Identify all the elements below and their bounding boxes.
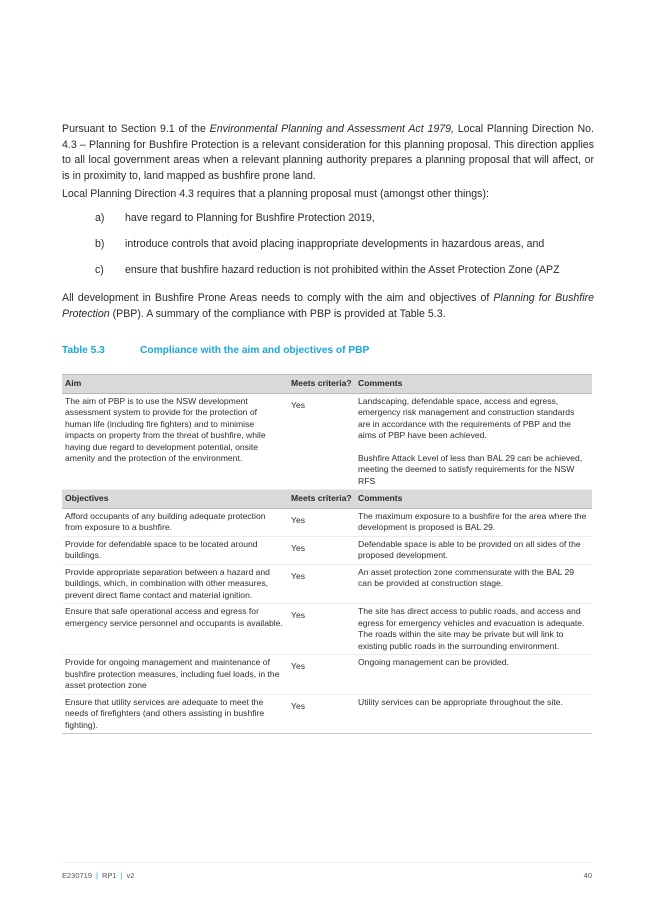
list-marker: b) xyxy=(95,238,105,250)
footer-document-reference xyxy=(62,871,134,880)
list-marker: a) xyxy=(95,212,105,224)
table-header-row xyxy=(62,490,592,509)
intro-paragraph-3 xyxy=(62,291,594,322)
column-header-comments: Comments xyxy=(355,375,592,394)
table-caption xyxy=(62,345,369,356)
separator: | xyxy=(120,871,123,880)
meets-cell: Yes xyxy=(288,655,355,695)
act-title: Environmental Planning and Assessment Act 1979, xyxy=(209,123,454,135)
list-text: introduce controls that avoid placing inappropriate developments in hazardous areas, and xyxy=(125,238,545,250)
table-row xyxy=(62,536,592,564)
comment-text: Bushfire Attack Level of less than BAL 29 can be achieved, meeting the deemed to satisfy requirements for the NSW RFS xyxy=(358,452,583,486)
column-header-aim: Aim xyxy=(62,375,288,394)
meets-cell: Yes xyxy=(288,508,355,536)
text-run: (PBP). A summary of the compliance with PBP is provided at Table 5.3. xyxy=(109,307,446,320)
table-row xyxy=(62,604,592,655)
column-header-comments: Comments xyxy=(355,490,592,509)
meets-cell: Yes xyxy=(288,694,355,734)
separator: | xyxy=(96,871,98,880)
doc-id: E230719 xyxy=(62,871,93,880)
comment-cell: The maximum exposure to a bushfire for the area where the development is proposed is BAL 29. xyxy=(355,508,592,536)
table-header-row xyxy=(62,375,592,394)
text-run: Pursuant to Section 9.1 of the xyxy=(62,123,210,135)
meets-cell: Yes xyxy=(288,564,355,604)
table-row xyxy=(62,564,592,604)
list-marker: c) xyxy=(95,264,104,276)
list-item xyxy=(95,264,560,276)
page-number: 40 xyxy=(583,871,592,880)
report-id: RP1 xyxy=(101,871,117,880)
list-item xyxy=(95,238,544,250)
comment-cell: Defendable space is able to be provided on all sides of the proposed development. xyxy=(355,536,592,564)
objective-cell: Afford occupants of any building adequate protection from exposure to a bushfire. xyxy=(62,508,288,536)
aim-cell: The aim of PBP is to use the NSW development assessment system to provide for the protection of human life (including fire fighters) and to minimise impacts on property from the threat of bushfire, while having due regard to development potential, onsite amenity and the protection of the environment. xyxy=(62,393,288,490)
list-text: ensure that bushfire hazard reduction is not prohibited within the Asset Protection Zone (APZ xyxy=(125,264,560,276)
table-title: Compliance with the aim and objectives of PBP xyxy=(140,345,370,356)
column-header-meets-criteria: Meets criteria? xyxy=(288,490,355,509)
table-row xyxy=(62,694,592,734)
list-item xyxy=(95,212,375,224)
table-row xyxy=(62,655,592,695)
footer-divider xyxy=(62,862,592,863)
objective-cell: Provide for defendable space to be located around buildings. xyxy=(62,536,288,564)
objective-cell: Ensure that safe operational access and egress for emergency service personnel and occupants is available. xyxy=(62,604,288,655)
meets-cell: Yes xyxy=(288,536,355,564)
objective-cell: Ensure that utility services are adequate to meet the needs of firefighters (and others assisting in bushfire fighting). xyxy=(62,694,288,734)
intro-paragraph-2: Local Planning Direction 4.3 requires that a planning proposal must (amongst other things): xyxy=(62,188,489,200)
table-row xyxy=(62,393,592,490)
comment-cell: Utility services can be appropriate throughout the site. xyxy=(355,694,592,734)
pbp-title: Planning for Bushfire Protection xyxy=(62,292,594,320)
comment-cell: An asset protection zone commensurate with the BAL 29 can be provided at construction stage. xyxy=(355,564,592,604)
objective-cell: Provide appropriate separation between a hazard and buildings, which, in combination with other measures, prevent direct flame contact and material ignition. xyxy=(62,564,288,604)
table-row xyxy=(62,508,592,536)
table-number: Table 5.3 xyxy=(62,345,105,356)
comment-text: Landscaping, defendable space, access and egress, emergency risk management and construction standards are in accordance with the requirements of PBP and the aims of PBP have been achieved. xyxy=(358,395,575,440)
comment-cell: Ongoing management can be provided. xyxy=(355,655,592,695)
objective-cell: Provide for ongoing management and maintenance of bushfire protection measures, including fuel loads, in the asset protection zone xyxy=(62,655,288,695)
version: v2 xyxy=(126,871,135,880)
text-run: Local Planning Direction No. 4.3 – Planning for Bushfire Protection is a relevant consideration for this planning proposal. This direction applies to all local government areas when a relevant planning authority prepares a planning proposal that will affect, or is in proximity to, land mapped as bushfire prone land. xyxy=(62,123,594,182)
compliance-table xyxy=(62,374,592,734)
comment-cell: The site has direct access to public roads, and access and egress for emergency vehicles and evacuation is adequate. The roads within the site may be private but will link to existing public roads in the surrounding environment. xyxy=(355,604,592,655)
text-run: All development in Bushfire Prone Areas needs to comply with the aim and objectives of xyxy=(62,292,494,304)
comment-cell xyxy=(355,393,592,490)
column-header-meets-criteria: Meets criteria? xyxy=(288,375,355,394)
intro-paragraph-1 xyxy=(62,122,594,184)
meets-cell: Yes xyxy=(288,604,355,655)
list-text: have regard to Planning for Bushfire Protection 2019, xyxy=(125,212,375,224)
meets-cell: Yes xyxy=(288,393,355,490)
column-header-objectives: Objectives xyxy=(62,490,288,509)
